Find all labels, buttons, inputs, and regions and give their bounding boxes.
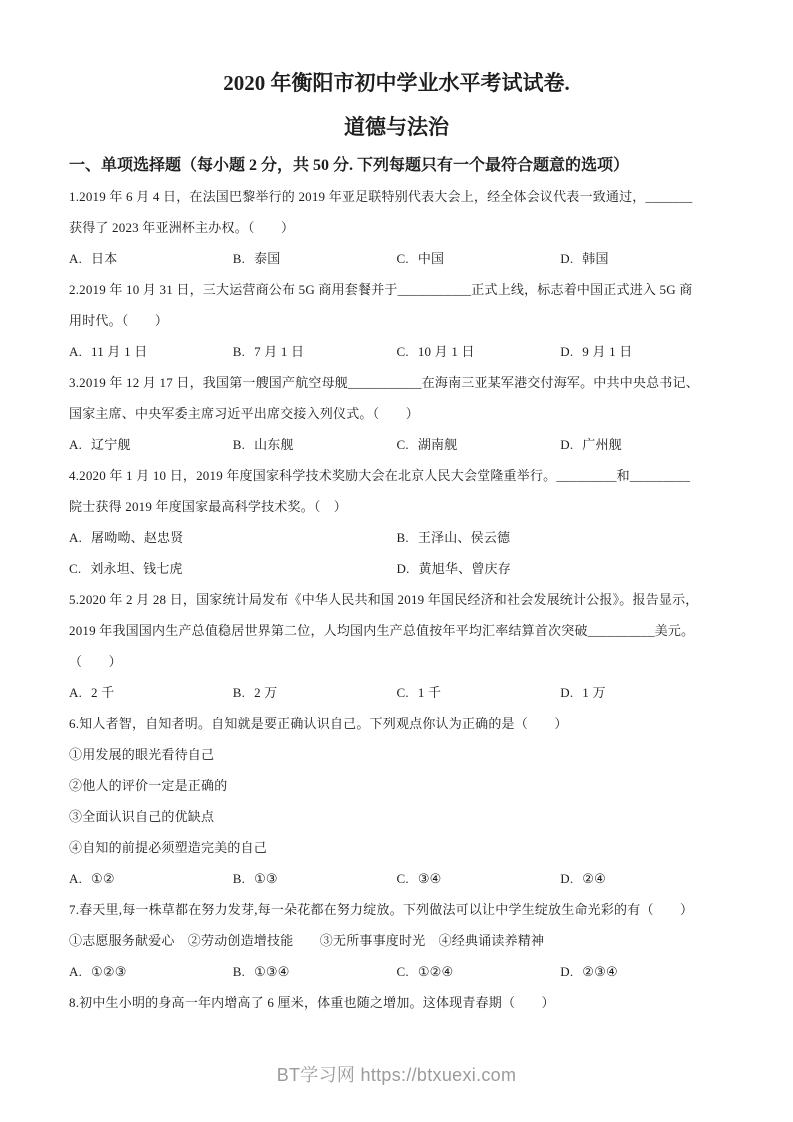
- question-3-option-b: [233, 429, 397, 460]
- question-6-option-b: [233, 863, 397, 894]
- exam-title: 2020 年衡阳市初中学业水平考试试卷.: [223, 71, 570, 95]
- question-1-option-a: [69, 243, 233, 274]
- option-text: ①③④: [254, 964, 290, 979]
- option-label: C.: [396, 437, 409, 452]
- stem-line: ②他人的评价一定是正确的: [69, 778, 228, 793]
- option-label: A.: [69, 871, 83, 886]
- question-7-option-d: [560, 956, 724, 987]
- question-5: [69, 584, 724, 708]
- option-text: ③④: [417, 871, 442, 886]
- option-label: C.: [396, 251, 409, 266]
- option-label: B.: [232, 344, 246, 359]
- option-text: 山东舰: [254, 437, 294, 452]
- stem-line: 1.2019 年 6 月 4 日，在法国巴黎举行的 2019 年亚足联特别代表大会上，经全体会议代表一致通过，_______: [69, 189, 693, 204]
- question-6-option-a: [69, 863, 233, 894]
- option-label: D.: [396, 561, 410, 576]
- question-3-option-c: [397, 429, 561, 460]
- question-3-options: [69, 429, 724, 460]
- question-8: [69, 987, 724, 1018]
- option-label: C.: [396, 871, 409, 886]
- question-4-option-c: [69, 553, 397, 584]
- option-text: 刘永坦、钱七虎: [90, 561, 183, 576]
- question-2-option-b: [233, 336, 397, 367]
- question-6-option-c: [397, 863, 561, 894]
- option-label: B.: [232, 871, 246, 886]
- stem-line: 7.春天里,每一株草都在努力发芽,每一朵花都在努力绽放。下列做法可以让中学生绽放生命光彩的有（ ）: [69, 902, 694, 917]
- option-text: 11 月 1 日: [91, 344, 148, 359]
- stem-line: ③全面认识自己的优缺点: [69, 809, 215, 824]
- question-6-stem: [69, 708, 724, 863]
- stem-line: 6.知人者智，自知者明。自知就是要正确认识自己。下列观点你认为正确的是（ ）: [69, 716, 568, 731]
- question-3-option-d: [560, 429, 724, 460]
- option-label: B.: [232, 251, 246, 266]
- stem-line: ①用发展的眼光看待自己: [69, 747, 215, 762]
- stem-line: 4.2020 年 1 月 10 日，2019 年度国家科学技术奖励大会在北京人民大会堂隆重举行。_________和_________: [69, 468, 691, 483]
- option-text: 韩国: [582, 251, 609, 266]
- option-text: 1 万: [582, 685, 606, 700]
- stem-line: ①志愿服务献爱心 ②劳动创造增技能 ③无所事事度时光 ④经典诵读养精神: [69, 933, 545, 948]
- option-text: 广州舰: [582, 437, 622, 452]
- option-text: ①②: [91, 871, 115, 886]
- question-3: [69, 367, 724, 460]
- question-3-stem: [69, 367, 724, 429]
- option-label: C.: [396, 685, 409, 700]
- option-label: A.: [69, 251, 83, 266]
- question-5-option-c: [397, 677, 561, 708]
- option-label: D.: [560, 871, 574, 886]
- option-text: 屠呦呦、赵忠贤: [91, 530, 184, 545]
- stem-line: 国家主席、中央军委主席习近平出席交接入列仪式。（ ）: [69, 406, 419, 421]
- question-5-option-a: [69, 677, 233, 708]
- option-text: 9 月 1 日: [582, 344, 633, 359]
- option-text: 王泽山、侯云德: [417, 530, 511, 545]
- option-text: 1 千: [417, 685, 442, 700]
- option-label: B.: [232, 685, 246, 700]
- watermark-footer: BT学习网 https://btxuexi.com: [276, 1065, 517, 1085]
- question-2-options: [69, 336, 724, 367]
- question-4-option-b: [397, 522, 725, 553]
- option-label: C.: [69, 561, 82, 576]
- stem-line: 3.2019 年 12 月 17 日，我国第一艘国产航空母舰___________在海南三亚某军港交付海军。中共中央总书记、: [69, 375, 699, 390]
- question-7-option-b: [233, 956, 397, 987]
- option-text: 7 月 1 日: [254, 344, 305, 359]
- option-label: D.: [560, 344, 574, 359]
- option-label: A.: [69, 344, 83, 359]
- question-8-stem: [69, 987, 724, 1018]
- question-7-option-c: [397, 956, 561, 987]
- option-label: C.: [396, 964, 409, 979]
- stem-line: 用时代。（ ）: [69, 313, 169, 328]
- question-4-stem: [69, 460, 724, 522]
- question-2-option-d: [560, 336, 724, 367]
- option-text: ①②③: [91, 964, 127, 979]
- option-label: D.: [560, 685, 574, 700]
- question-4-option-a: [69, 522, 397, 553]
- option-label: A.: [69, 437, 83, 452]
- question-7: [69, 894, 724, 987]
- stem-line: （ ）: [69, 654, 122, 669]
- option-text: 泰国: [254, 251, 281, 266]
- stem-line: 获得了 2023 年亚洲杯主办权。（ ）: [69, 220, 295, 235]
- question-2-stem: [69, 274, 724, 336]
- option-text: 2 千: [91, 685, 115, 700]
- option-text: ①③: [254, 871, 278, 886]
- stem-line: ④自知的前提必须塑造完美的自己: [69, 840, 268, 855]
- question-7-option-a: [69, 956, 233, 987]
- option-text: 10 月 1 日: [417, 344, 475, 359]
- stem-line: 5.2020 年 2 月 28 日，国家统计局发布《中华人民共和国 2019 年国民经济和社会发展统计公报》。报告显示，: [69, 592, 699, 607]
- question-5-option-d: [560, 677, 724, 708]
- question-6-option-d: [560, 863, 724, 894]
- stem-line: 院士获得 2019 年度国家最高科学技术奖。（ ）: [69, 499, 348, 514]
- option-text: 湖南舰: [417, 437, 458, 452]
- question-2-option-c: [397, 336, 561, 367]
- question-7-options: [69, 956, 724, 987]
- question-3-option-a: [69, 429, 233, 460]
- option-label: B.: [232, 964, 246, 979]
- question-4-option-d: [397, 553, 725, 584]
- option-label: D.: [560, 964, 574, 979]
- option-label: C.: [396, 344, 409, 359]
- exam-subtitle: 道德与法治: [344, 115, 449, 139]
- question-5-stem: [69, 584, 724, 677]
- option-label: A.: [69, 964, 83, 979]
- question-1-option-c: [397, 243, 561, 274]
- option-label: B.: [396, 530, 409, 545]
- option-text: 辽宁舰: [91, 437, 131, 452]
- question-4: [69, 460, 724, 584]
- question-1-option-b: [233, 243, 397, 274]
- question-2: [69, 274, 724, 367]
- question-1-options: [69, 243, 724, 274]
- question-1-stem: [69, 181, 724, 243]
- section-1-header: 一、单项选择题（每小题 2 分，共 50 分. 下列每题只有一个最符合题意的选项）: [69, 157, 630, 174]
- question-1-option-d: [560, 243, 724, 274]
- question-7-stem: [69, 894, 724, 956]
- stem-line: 2.2019 年 10 月 31 日，三大运营商公布 5G 商用套餐并于___________正式上线，标志着中国正式进入 5G 商: [69, 282, 693, 297]
- stem-line: 2019 年我国国内生产总值稳居世界第二位，人均国内生产总值按年平均汇率结算首次突破__________美元。: [69, 623, 695, 638]
- option-text: 黄旭华、曾庆存: [418, 561, 511, 576]
- question-4-options: [69, 522, 724, 584]
- question-5-option-b: [233, 677, 397, 708]
- option-text: ②③④: [582, 964, 618, 979]
- stem-line: 8.初中生小明的身高一年内增高了 6 厘米，体重也随之增加。这体现青春期（ ）: [69, 995, 555, 1010]
- question-5-options: [69, 677, 724, 708]
- option-label: A.: [69, 685, 83, 700]
- option-text: ①②④: [417, 964, 454, 979]
- option-label: D.: [560, 251, 574, 266]
- option-label: A.: [69, 530, 83, 545]
- question-2-option-a: [69, 336, 233, 367]
- option-text: ②④: [582, 871, 607, 886]
- option-label: D.: [560, 437, 574, 452]
- option-text: 中国: [417, 251, 445, 266]
- option-label: B.: [232, 437, 246, 452]
- option-text: 日本: [91, 251, 118, 266]
- question-6-options: [69, 863, 724, 894]
- option-text: 2 万: [254, 685, 278, 700]
- question-6: [69, 708, 724, 894]
- question-1: [69, 181, 724, 274]
